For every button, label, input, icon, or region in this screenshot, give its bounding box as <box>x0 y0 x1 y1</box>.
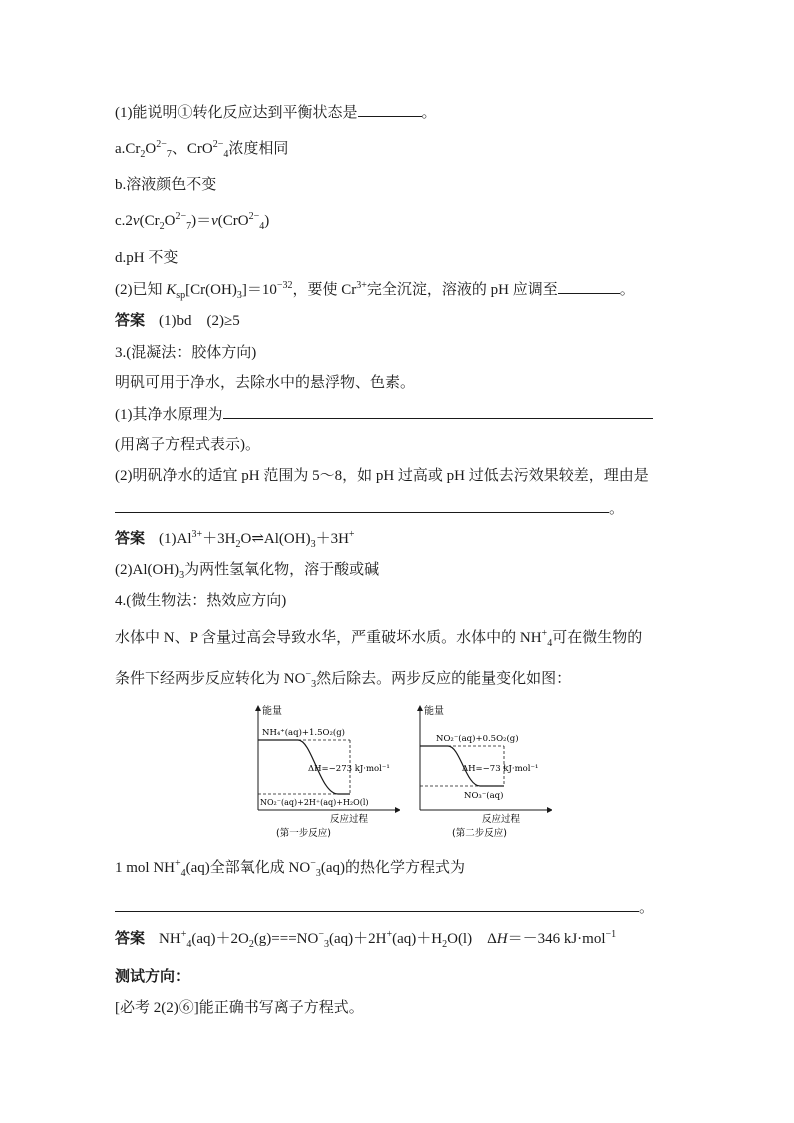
q3-intro: 明矾可用于净水，去除水中的悬浮物、色素。 <box>115 375 416 391</box>
answer-blank <box>358 102 422 117</box>
product-label: NO₃⁻(aq) <box>464 791 504 801</box>
x-axis-label: 反应过程 <box>482 814 521 825</box>
q3-title: 3.(混凝法：胶体方向) <box>115 345 257 361</box>
option-b: b.溶液颜色不变 <box>115 177 217 193</box>
figure-caption: (第一步反应) <box>276 828 331 839</box>
product-label: NO₂⁻(aq)+2H⁺(aq)+H₂O(l) <box>260 798 369 807</box>
reactant-label: NO₂⁻(aq)+0.5O₂(g) <box>436 734 519 744</box>
q3-answer-2: $(2)Al(OH)_3$为两性氢氧化物，溶于酸或碱 <box>115 562 380 581</box>
q4-answer: 答案 $NH^+_4(aq)+2O_2(g)===NO^-_3(aq)+2H^+(aq)+H_2O(l)$ ΔH＝－346 kJ·mol$^{-1}$ <box>115 929 617 950</box>
option-d: d.pH 不变 <box>115 250 179 266</box>
q1-stem: (1)能说明①转化反应达到平衡状态是 。 <box>115 102 437 123</box>
option-c: $c.2v(Cr_2O^{2-}_7)=v(CrO^{2-}_4)$ <box>115 211 270 232</box>
reactant-label: NH₄⁺(aq)+1.5O₂(g) <box>262 728 345 738</box>
q4-text-1: 水体中 N、P 含量过高会导致水华，严重破坏水质。水体中的 $NH^+_4$可在微生物的 <box>115 628 643 649</box>
figure-caption: (第二步反应) <box>452 828 507 839</box>
answer-blank <box>223 404 653 419</box>
answer-blank <box>115 498 609 513</box>
delta-h-label: ΔH=−73 kJ·mol⁻¹ <box>462 764 539 774</box>
q3-part2: (2)明矾净水的适宜 pH 范围为 5～8，如 pH 过高或 pH 过低去污效果较差，理由是 <box>115 468 649 484</box>
q3-part1-note: (用离子方程式表示)。 <box>115 437 260 453</box>
x-axis-label: 反应过程 <box>330 814 369 825</box>
q4-text-2: 条件下经两步反应转化为 $NO^-_3$然后除去。两步反应的能量变化如图： <box>115 669 572 690</box>
q3-answer-1: 答案 $(1)Al^{3+}+3H_2O\rightleftharpoons Al(OH)_3+3H^+$ <box>115 529 355 550</box>
q1-answer: 答案 (1)bd (2)≥5 <box>115 313 240 329</box>
option-a: $a.Cr_2O^{2-}_7$、CrO$^{2-}_4$浓度相同 <box>115 139 289 160</box>
answer-blank <box>558 279 620 294</box>
y-axis-label: 能量 <box>424 706 444 717</box>
y-axis-label: 能量 <box>262 706 282 717</box>
q4-title: 4.(微生物法：热效应方向) <box>115 593 287 609</box>
equilibrium-arrow-icon: ⇌ <box>251 531 264 547</box>
q3-part1: (1)其净水原理为 <box>115 404 653 425</box>
q3-part2-blank: 。 <box>115 498 624 519</box>
q4-blank-line: 。 <box>115 897 654 918</box>
test-requirement: [必考 2(2)⑥]能正确书写离子方程式。 <box>115 1000 364 1016</box>
energy-diagram-step1 <box>250 702 400 842</box>
energy-diagram-step2 <box>412 702 552 842</box>
test-direction-label: 测试方向： <box>115 969 191 985</box>
q1-part2: (2)已知 $K_{sp}[Cr(OH)_3]=10^{-32}$，要使 $Cr^{3+}$完全沉淀，溶液的 pH 应调至 。 <box>115 280 635 301</box>
delta-h-label: ΔH=−273 kJ·mol⁻¹ <box>308 764 390 774</box>
q4-question: 1 mol $NH^+_4(aq)$全部氧化成 $NO^-_3(aq)$的热化学方程式为 <box>115 858 466 879</box>
answer-blank <box>115 897 639 912</box>
